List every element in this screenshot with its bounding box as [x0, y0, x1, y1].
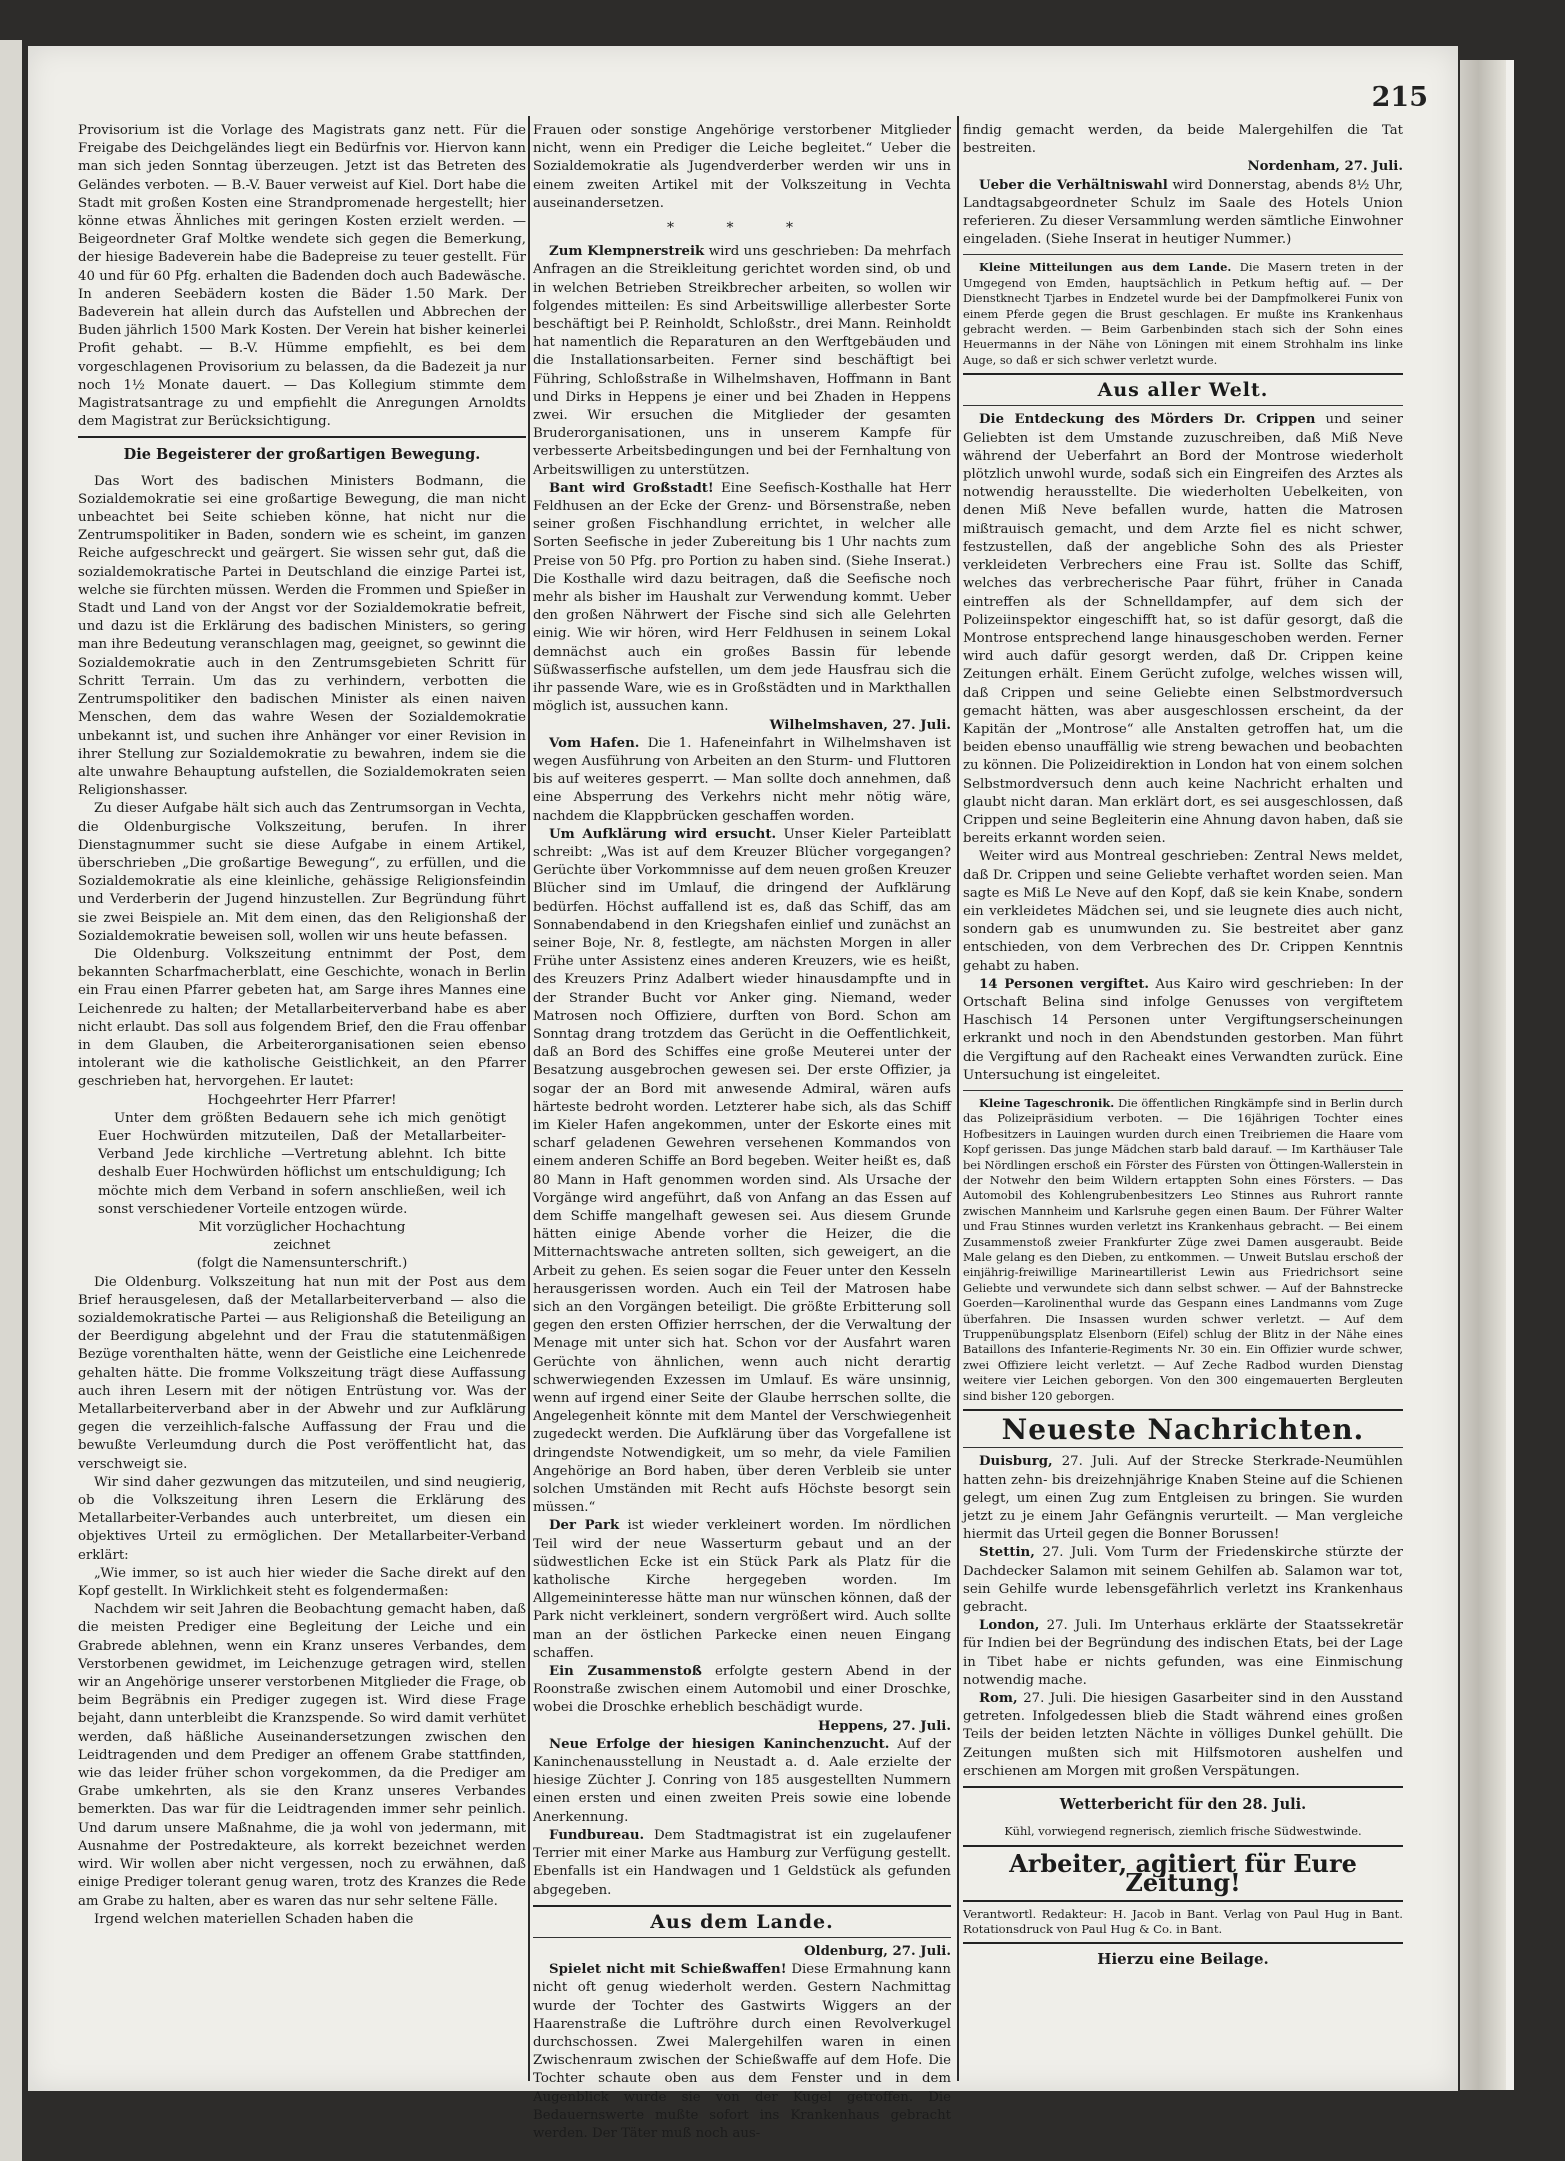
column-1 [78, 122, 526, 2077]
divider [963, 1409, 1403, 1411]
news-item-head: Vom Hafen. [549, 735, 640, 751]
letter-closing: Mit vorzüglicher Hochachtung [198, 1219, 406, 1235]
divider [963, 1845, 1403, 1847]
news-item-text: Im Unterhaus erklärte der Staatssekretär für Indien bei der Begründung des indischen Etats, bei der Lage in Tibet habe er nichts gefunden, was eine Einmischung notwendig mache. [963, 1618, 1403, 1688]
divider [963, 373, 1403, 375]
column-rule-2 [957, 116, 959, 2081]
news-item-head: Um Aufklärung wird ersucht. [549, 826, 777, 842]
letter-note: (folgt die Namensunterschrift.) [196, 1256, 408, 1272]
news-item-date: 27. Juli. [1046, 1618, 1102, 1634]
news-item-text: erfolgte gestern Abend in der Roonstraße zwischen einem Automobil und einer Droschke, wobei die Droschke erheblich beschädigt wurde. [533, 1664, 951, 1716]
news-item [533, 1827, 951, 1900]
article-paragraph: findig gemacht werden, da beide Malergehilfen die Tat bestreiten. [963, 123, 1403, 157]
news-item-date: 27. Juli. [1061, 1454, 1119, 1470]
divider [963, 254, 1403, 255]
news-item-text: ist wieder verkleinert worden. Im nördlichen Teil wird der neue Wasserturm gebaut und an der südwestlichen Ecke ist ein Stück Park als Platz für die katholische Kirche hergegeben worden. Im Allgemeininteresse hätte man nur wünschen können, daß der Park nicht verkleinert, sondern vergrößert wird. Auch sollte man an der östlichen Parkecke einen neuen Eingang schaffen. [533, 1518, 952, 1661]
dateline: Nordenham, 27. Juli. [1247, 159, 1403, 175]
news-brief [963, 260, 1403, 368]
news-item-text: Die Masern treten in der Umgegend von Emden, hauptsächlich in Petkum heftig auf. — Der Dienstknecht Tjarbes in Endzetel wurde bei der Dampfmolkerei Funix von einem Pferde gegen die Brust geschlagen. Er mußte ins Krankenhaus gebracht werden. — Beim Garbenbinden stach sich der Sohn eines Heuermanns in der Nähe von Löningen mit einem Strohhalm ins linke Auge, so daß er sich schwer verletzt wurde. [963, 260, 1403, 367]
news-item-head: Rom, [979, 1690, 1018, 1706]
divider [963, 405, 1403, 406]
news-item-head: Die Entdeckung des Mörders Dr. Crippen [979, 412, 1316, 428]
news-item-head: 14 Personen vergiftet. [979, 976, 1149, 992]
book-edge [1460, 60, 1506, 2090]
imprint: Verantwortl. Redakteur: H. Jacob in Bant. Verlag von Paul Hug in Bant. Rotationsdruck von Paul Hug & Co. in Bant. [963, 1906, 1403, 1936]
news-item [533, 1736, 951, 1827]
news-item [533, 735, 951, 826]
news-item-text: Die hiesigen Gasarbeiter sind in den Ausstand getreten. Infolgedessen blieb die Stadt während eines großen Teils der beiden letzten Nächte in völliges Dunkel gehüllt. Die Zeitungen mußten sich mit Hilfsmotoren aushelfen und erschienen am Morgen mit großen Verspätungen. [963, 1690, 1403, 1779]
news-item [963, 411, 1403, 848]
section-title-news: Neueste Nachrichten. [1001, 1413, 1365, 1447]
news-brief [963, 1096, 1403, 1404]
divider [963, 1786, 1403, 1788]
divider [963, 1447, 1403, 1448]
news-item-head: Der Park [549, 1518, 620, 1534]
article-paragraph: Zu dieser Aufgabe hält sich auch das Zentrumsorgan in Vechta, die Oldenburgische Volkszeitung, berufen. In ihrer Dienstagnummer sucht sie diese Aufgabe in einem Artikel, überschrieben „Die großartige Bewegung“, zu erfüllen, und die Sozialdemokratie als eine kleinliche, gehässige Religionsfeindin und Verderberin der Jugend hinzustellen. Zur Begründung führt sie zwei Beispiele an. Mit dem einen, das den Religionshaß der Sozialdemokratie beweisen soll, wollen wir uns heute befassen. [78, 801, 526, 944]
news-item-head: Bant wird Großstadt! [549, 480, 714, 496]
divider [963, 1090, 1403, 1091]
letter-signed: zeichnet [273, 1238, 331, 1254]
divider [533, 1937, 951, 1938]
article-paragraph: Nachdem wir seit Jahren die Beobachtung gemacht haben, daß die meisten Prediger eine Begleitung der Leiche und ein Grabrede ablehnen, wenn ein Kranz unseres Verbandes, dem Verstorbenen gewidmet, im Leichenzuge getragen wird, stellen wir an Angehörige unserer verstorbenen Mitglieder die Frage, ob beim Begräbnis ein Prediger zugegen ist. Wird diese Frage bejaht, dann unterbleibt die Kranzspende. So wird damit verhütet werden, daß häßliche Auseinandersetzungen zwischen den Leidtragenden und dem Prediger an offenem Grabe stattfinden, wie das leider früher schon vorgekommen, da die Prediger am Grabe umkehrten, als sie den Kranz unseres Verbandes bemerkten. Das war für die Leidtragenden immer sehr peinlich. Und darum unsere Maßnahme, die ja wohl von jedermann, mit Ausnahme der Postredakteure, als korrekt bezeichnet werden wird. Wir wollen aber nicht vergessen, noch zu erwähnen, daß einige Prediger tolerant genug waren, trotz des Kranzes die Rede am Grabe zu halten, aber es waren das nur sehr seltene Fälle. [78, 1602, 526, 1909]
news-item-text: und seiner Geliebten ist dem Umstande zuzuschreiben, daß Miß Neve während der Ueberfahrt an Bord der Montrose wiederholt plötzlich unwohl wurde, sodaß sich ein Eingreifen des Arztes als notwendig herausstellte. Die wiederholten Uebelkeiten, von denen Miß Neve befallen wurde, hatten die Matrosen mißtrauisch gemacht, und dem Arzte fiel es nicht schwer, festzustellen, daß der angebliche Sohn des als Priester verkleideten Verbrechers eine Frau ist. Sollte das Schiff, welches das verbrecherische Paar führt, früher in Canada eintreffen als der Schnelldampfer, auf dem sich der Polizeiinspektor eingeschifft hat, so ist dafür gesorgt, daß die Montrose entsprechend lange hinausgeschoben werden. Ferner wird auch dafür gesorgt werden, daß Dr. Crippen keine Zeitungen erhält. Einem Gerücht zufolge, welches wissen will, daß Crippen und seine Geliebte einen Selbstmordversuch gemacht hätten, was aber ausgeschlossen erscheint, da der Kapitän der „Montrose“ alle Anstalten getroffen hat, um die beiden ebenso unauffällig wie streng bewachen und beobachten zu können. Die Polizeidirektion in London hat von einem solchen Selbstmordversuch denn auch keine Nachricht erhalten und glaubt nicht daran. Man erklärt dort, es sei ausgeschlossen, daß Crippen und seine Begleiterin eine Ahnung davon haben, daß sie bereits erkannt worden seien. [963, 412, 1403, 847]
news-item-text: Weiter wird aus Montreal geschrieben: Zentral News meldet, daß Dr. Crippen und seine Geliebte verhaftet worden seien. Man sagte es Miß Le Neve auf den Kopf, daß sie kein Knabe, sondern ein verkleidetes Mädchen sei, und sie leugnete dies auch nicht, sondern gab es unumwunden zu. Sie bestreitet aber ganz entschieden, von dem Verbrechen des Dr. Crippen Kenntnis gehabt zu haben. [963, 849, 1403, 974]
quoted-letter [98, 1092, 506, 1274]
news-item-text: Aus Kairo wird geschrieben: In der Ortschaft Belina sind infolge Genusses von vergiftetem Haschisch 14 Personen unter Vergiftungserscheinungen erkrankt und noch in den Abendstunden gestorben. Man führt die Vergiftung auf den Racheakt eines Verwandten zurück. Eine Untersuchung ist eingeleitet. [963, 976, 1404, 1083]
column-rule-1 [528, 116, 530, 2081]
news-item [533, 1961, 951, 2143]
news-item-text: Vom Turm der Friedenskirche stürzte der Dachdecker Salamon mit seinem Gehilfen ab. Salamon war tot, sein Gehilfe wurde lebensgefährlich verletzt ins Krankenhaus gebracht. [963, 1545, 1404, 1615]
news-item [963, 1544, 1403, 1617]
news-item-head: Ein Zusammenstoß [549, 1664, 702, 1680]
news-item-head: London, [979, 1618, 1040, 1634]
news-item-head: Kleine Mitteilungen aus dem Lande. [979, 260, 1232, 275]
dateline: Heppens, 27. Juli. [818, 1718, 951, 1734]
article-paragraph: Das Wort des badischen Ministers Bodmann, die Sozialdemokratie sei eine großartige Bewegung, die man nicht unbeachtet bei Seite schieben könne, hat nicht nur die Zentrumspolitiker in Baden, sondern wie es scheint, im ganzen Reiche aufgeschreckt und geärgert. Sie wissen sehr gut, daß die sozialdemokratische Partei in Deutschland die einzige Partei ist, welche sie fürchten müssen. Werden die Frommen und Spießer in Stadt und Land von der Angst vor der Sozialdemokratie befreit, und dazu ist die Erklärung des badischen Ministers, so gering man ihre Bedeutung veranschlagen mag, geeignet, so gewinnt die Sozialdemokratie auch in den Zentrumsgebieten Schritt für Schritt Terrain. Um das zu verhindern, verbotten die Zentrumspolitiker den badischen Minister als einen naiven Menschen, dem das wahre Wesen der Sozialdemokratie unbekannt ist, und suchen ihre Anhänger vor einer Revision in ihrer Stellung zur Sozialdemokratie zu bewahren, indem sie die alte unwahre Behauptung aufstellen, die Sozialdemokraten seien Religionshasser. [78, 473, 526, 799]
news-item [963, 1690, 1403, 1781]
news-item-text: Unser Kieler Parteiblatt schreibt: „Was ist auf dem Kreuzer Blücher vorgegangen? Gerüchte über Vorkommnisse auf dem neuen großen Kreuzer Blücher sind im Umlauf, die dringend der Aufklärung bedürfen. Höchst auffallend ist es, daß das Schiff, das am Sonnabendabend in den Kriegshafen einlief und zunächst an seiner Boje, Nr. 8, festlegte, am nächsten Morgen in aller Frühe unter Assistenz eines anderen Kreuzers, wie es heißt, des Kreuzers Prinz Adalbert wieder hinausdampfte und in der Strander Bucht vor Anker ging. Niemand, weder Matrosen noch Offiziere, durften von Bord. Schon am Sonntag drang trotzdem das Gerücht in die Oeffentlichkeit, daß an Bord des Schiffes eine große Meuterei unter der Besatzung ausgebrochen gewesen sei. Der erste Offizier, ja sogar der an Bord mit anwesende Admiral, wären aufs härteste bedroht worden. Letzterer habe sich, als das Schiff im Kieler Hafen angekommen, unter der Eskorte eines mit scharf geladenen Gewehren versehenen Kommandos von einem anderen Schiffe an Bord begeben. Weiter heißt es, daß 80 Mann in Haft genommen worden sind. Als Ursache der Vorgänge wird angeführt, daß von Anfang an das Essen auf dem Schiffe mangelhaft gewesen sei. Aus diesem Grunde hätten einige Abende vorher die Heizer, die die Mitternachtswache antreten sollten, sich geweigert, an die Arbeit zu gehen. Es seien sogar die Feuer unter den Kesseln herausgerissen worden. Auch ein Teil der Matrosen habe sich an den Vorgängen beteiligt. Die größte Erbitterung soll gegen den ersten Offizier herrschen, der die Verwaltung der Menage mit unter sich hat. Schon vor der Ausfahrt waren Gerüchte von ähnlichen, wenn auch nicht derartig schwerwiegenden Exzessen im Umlauf. Es wäre unsinnig, wenn auf irgend einer Seite der Glaube herrschen sollte, die Angelegenheit könnte mit dem Mantel der Verschwiegenheit zugedeckt werden. Die Aufklärung über das Vorgefallene ist dringendste Notwendigkeit, um so mehr, da viele Familien Angehörige an Bord haben, über deren Verbleib sie unter solchen Umständen mit Recht aufs Höchste besorgt sein müssen.“ [533, 826, 951, 1516]
news-item-text: wird uns geschrieben: Da mehrfach Anfragen an die Streikleitung gerichtet worden sind, ob und in welchen Betrieben Streikbrecher arbeiten, so wollen wir folgendes mitteilen: Es sind Arbeitswillige allerbester Sorte beschäftigt bei P. Reinholdt, Schloßstr., drei Mann. Reinholdt hat namentlich die Reparaturen an den Werftgebäuden und die Installationsarbeiten. Ferner sind beschäftigt bei Führing, Schloßstraße in Wilhelmshaven, Hoffmann in Bant und Dirks in Heppens je einer und bei Zhaden in Heppens zwei. Wir ersuchen die Mitglieder der gesamten Bruderorganisationen, uns in unserem Kampfe für verbesserte Arbeitsbedingungen und bei der Fernhaltung von Arbeitswilligen zu unterstützen. [533, 244, 952, 478]
news-item-head: Fundbureau. [549, 1827, 645, 1843]
article-paragraph: Wir sind daher gezwungen das mitzuteilen, und sind neugierig, ob die Volkszeitung ihren Lesern die Erklärung des Metallarbeiter-Verbandes auch unterbreitet, um diesen ein objektives Urteil zu ermöglichen. Der Metallarbeiter-Verband erklärt: [78, 1474, 526, 1563]
column-3 [963, 122, 1403, 2077]
weather-head: Wetterbericht für den 28. Juli. [1059, 1795, 1307, 1813]
news-item-head: Stettin, [979, 1545, 1035, 1561]
article-paragraph: „Wie immer, so ist auch hier wieder die Sache direkt auf den Kopf gestellt. In Wirklichkeit steht es folgendermaßen: [78, 1565, 526, 1600]
news-item-text: Eine Seefisch-Kosthalle hat Herr Feldhusen an der Ecke der Grenz- und Börsenstraße, neben seiner großen Fischhandlung errichtet, in welcher alle Sorten Seefische in jeder Zubereitung bis 1 Uhr nachts zum Preise von 50 Pfg. pro Portion zu haben sind. (Siehe Inserat.) Die Kosthalle wird dazu beitragen, daß die Seefische noch mehr als bisher im Haushalt zur Verwendung kommt. Ueber den großen Nährwert der Fische sind sich alle Gelehrten einig. Wie wir hören, wird Herr Feldhusen in seinem Lokal demnächst auch ein großes Bassin für lebende Süßwasserfische aufstellen, um dem jede Hausfrau sich die ihr passende Ware, wie es in Großstädten und in Markthallen möglich ist, aussuchen kann. [533, 480, 952, 715]
book-edge-highlight [1506, 60, 1514, 2090]
news-item [963, 976, 1403, 1085]
news-item-date: 27. Juli. [1023, 1690, 1077, 1706]
divider [533, 1905, 951, 1907]
article-paragraph: Die Oldenburg. Volkszeitung entnimmt der Post, dem bekannten Scharfmacherblatt, eine Geschichte, wonach in Berlin ein Frau einen Pfarrer gebeten hat, am Sarge ihres Mannes eine Leichenrede zu halten; der Metallarbeiterverband habe es aber nicht erlaubt. Das soll aus folgendem Brief, den die Frau offenbar in dem Glauben, die Arbeiterorganisationen seien ebenso intolerant wie die katholische Geistlichkeit, an den Pfarrer geschrieben hat, hervorgehen. Er lautet: [78, 946, 526, 1090]
news-item [963, 848, 1403, 975]
news-item-text: Auf der Kaninchenausstellung in Neustadt a. d. Aale erzielte der hiesige Züchter J. Conring von 185 ausgestellten Nummern einen ersten und einen zweiten Preis sowie eine lobende Anerkennung. [533, 1736, 951, 1825]
news-item-head: Spielet nicht mit Schießwaffen! [549, 1962, 787, 1978]
news-item-text: Die öffentlichen Ringkämpfe sind in Berlin durch das Polizeipräsidium verboten. — Die 16jährigen Tochter eines Hofbesitzers in Lauingen wurden durch einen Treibriemen die Haare vom Kopf gerissen. Das junge Mädchen starb bald darauf. — Im Karthäuser Tale bei Nördlingen erschoß ein Förster des Fürsten von Öttingen-Wallerstein in der Notwehr den beim Wildern ertappten Sohn eines Försters. — Das Automobil des Kohlengrubenbesitzers Leo Stinnes aus Ruhrort rannte zwischen Mannheim und Karlsruhe gegen einen Baum. Der Führer Walter und Frau Stinnes wurden verletzt ins Krankenhaus gebracht. — Bei einem Zusammenstoß zweier Frankfurter Züge zwei Damen ausgeraubt. Beide Male gelang es den Dieben, zu entkommen. — Unweit Butslau erschoß der einjährig-freiwillige Marineartillerist Lewin aus Friedrichsort seine Geliebte und verwundete sich dann selbst schwer. — Auf der Bahnstrecke Goerden—Karolinenthal wurde das Gespann eines Landmanns vom Zuge überfahren. Die Insassen wurden schwer verletzt. — Auf dem Truppenübungsplatz Elsenborn (Eifel) schlug der Blitz in der Nähe eines Bataillons des Infanterie-Regiments Nr. 30 ein. Ein Offizier wurde schwer, zwei Offiziere leicht verletzt. — Auf Zeche Radbod wurden Dienstag weitere vier Leichen geborgen. Von den 300 eingemauerten Bergleuten sind bisher 120 geborgen. [963, 1095, 1404, 1403]
news-item-text: wird Donnerstag, abends 8½ Uhr, Landtagsabgeordneter Schulz im Saale des Hotels Union referieren. Zu dieser Versammlung werden sämtliche Einwohner eingeladen. (Siehe Inserat in heutiger Nummer.) [963, 177, 1403, 248]
news-item-head: Zum Klempnerstreik [549, 244, 705, 260]
news-item-text: Diese Ermahnung kann nicht oft genug wiederholt werden. Gestern Nachmittag wurde der Tochter des Gastwirts Wiggers an der Haarenstraße die Luftröhre durch einen Revolverkugel durchschossen. Zwei Malergehilfen waren in einen Zwischenraum zwischen der Schießwaffe auf dem Hofe. Die Tochter schaute oben aus dem Fenster und in dem Augenblick wurde sie von der Kugel getroffen. Die Bedauernswerte mußte sofort ins Krankenhaus gebracht werden. Der Täter muß noch aus- [533, 1962, 951, 2141]
letter-body: Unter dem größten Bedauern sehe ich mich genötigt Euer Hochwürden mitzuteilen, Daß der Metallarbeiter-Verband Jede kirchliche —Vertretung ablehnt. Ich bitte deshalb Euer Hochwürden höflichst um entschuldigung; Ich möchte mich dem Verband in sofern anschließen, weil ich sonst verschiedener Vorteile entzogen würde. [98, 1110, 506, 1217]
news-item-text: Die 1. Hafeneinfahrt in Wilhelmshaven ist wegen Ausführung von Arbeiten an den Sturm- und Fluttoren bis auf weiteres gesperrt. — Man sollte doch annehmen, daß eine Absperrung des Verkehrs nicht mehr nötig wäre, nachdem die Klappbrücken geschaffen worden. [533, 735, 951, 824]
divider [963, 1942, 1403, 1944]
dateline: Wilhelmshaven, 27. Juli. [769, 717, 951, 733]
divider [963, 1900, 1403, 1902]
dateline: Oldenburg, 27. Juli. [803, 1943, 951, 1959]
news-item [533, 1517, 951, 1663]
section-title: Aus dem Lande. [650, 1910, 834, 1933]
news-item [963, 1453, 1403, 1544]
separator: * * * [667, 220, 817, 237]
news-item [533, 480, 951, 717]
column-2 [533, 122, 952, 2141]
appeal-banner: Arbeiter, agitiert für Eure Zeitung! [1009, 1849, 1357, 1897]
news-item-date: 27. Juli. [1042, 1545, 1098, 1561]
article-paragraph: Provisorium ist die Vorlage des Magistrats ganz nett. Für die Freigabe des Deichgeländes liegt ein Bedürfnis vor. Hiervon kann man sich jeden Sonntag überzeugen. Jetzt ist das Betreten des Geländes verboten. — B.-V. Bauer verweist auf Kiel. Dort habe die Stadt mit großen Kosten eine Strandpromenade hergestellt; hier könne etwas Ähnliches mit geringen Kosten erzielt werden. — Beigeordneter Graf Moltke wendete sich gegen die Bemerkung, der hiesige Badeverein habe die Badepreise zu teuer gestellt. Für 40 und für 60 Pfg. erhalten die Badenden doch auch Badewäsche. In anderen Seebädern kosten die Bäder 1.50 Mark. Der Badeverein hat allein durch das Aufstellen und Abbrechen der Buden jährlich 1500 Mark Kosten. Der Verein hat bisher keinerlei Profit gehabt. — B.-V. Hümme empfiehlt, es bei dem vorgeschlagenen Provisorium zu belassen, da die Badezeit ja nur noch 1½ Monate dauert. — Das Kollegium stimmte dem Magistratsantrage zu und empfiehlt die Anregungen Arnoldts dem Magistrat zur Berücksichtigung. [78, 123, 526, 430]
news-item-head: Neue Erfolge der hiesigen Kaninchenzucht. [549, 1736, 890, 1752]
section-title: Aus aller Welt. [1097, 379, 1269, 402]
article-paragraph: Irgend welchen materiellen Schaden haben die [94, 1911, 414, 1927]
weather-text: Kühl, vorwiegend regnerisch, ziemlich frische Südwestwinde. [1004, 1824, 1362, 1839]
news-item [963, 177, 1403, 250]
news-item [533, 243, 951, 480]
news-item-text: Auf der Strecke Sterkrade-Neumühlen hatten zehn- bis dreizehnjährige Knaben Steine auf die Schienen gelegt, um einen Zug zum Entgleisen zu bringen. Sie wurden jetzt zu je einem Jahr Gefängnis verurteilt. — Man vergleiche hiermit das Urteil gegen die Bonner Borussen! [963, 1454, 1404, 1543]
news-item [533, 826, 951, 1518]
news-item-text: Dem Stadtmagistrat ist ein zugelaufener Terrier mit einer Marke aus Hamburg zur Verfügung gestellt. Ebenfalls ist ein Handwagen und 1 Geldstück als gefunden abgegeben. [533, 1827, 951, 1898]
news-item [963, 1617, 1403, 1690]
previous-page-edge [0, 40, 22, 2161]
news-item [533, 1663, 951, 1718]
divider [78, 436, 526, 438]
supplement-note: Hierzu eine Beilage. [1097, 1949, 1269, 1968]
article-headline: Die Begeisterer der großartigen Bewegung. [123, 446, 481, 464]
news-item-head: Kleine Tageschronik. [979, 1095, 1115, 1110]
article-paragraph: Frauen oder sonstige Angehörige verstorbener Mitglieder nicht, wenn ein Prediger die Leiche begleitet.“ Ueber die Sozialdemokratie als Jugendverderber werden wir uns in einem zweiten Artikel mit der Volkszeitung in Vechta auseinandersetzen. [533, 123, 951, 211]
article-paragraph: Die Oldenburg. Volkszeitung hat nun mit der Post aus dem Brief herausgelesen, daß der Metallarbeiterverband — also die sozialdemokratische Partei — aus Religionshaß die Beteiligung an der Beerdigung abgelehnt und der Frau die statutenmäßigen Bezüge vorenthalten hätte, wenn der Geistliche eine Leichenrede gehalten hätte. Die fromme Volkszeitung trägt diese Auffassung auch ihren Lesern mit der nötigen Entrüstung vor. Was der Metallarbeiterverband aber in der Abwehr und zur Aufklärung gegen die verzeihlich-falsche Auffassung der Frau und die bewußte Verleumdung durch die Post veröffentlicht hat, das verschweigt sie. [78, 1274, 526, 1472]
letter-salutation: Hochgeehrter Herr Pfarrer! [207, 1092, 397, 1108]
news-item-head: Ueber die Verhältniswahl [979, 177, 1168, 193]
page-number: 215 [1371, 82, 1428, 113]
newspaper-page [28, 46, 1458, 2141]
news-item-head: Duisburg, [979, 1454, 1053, 1470]
